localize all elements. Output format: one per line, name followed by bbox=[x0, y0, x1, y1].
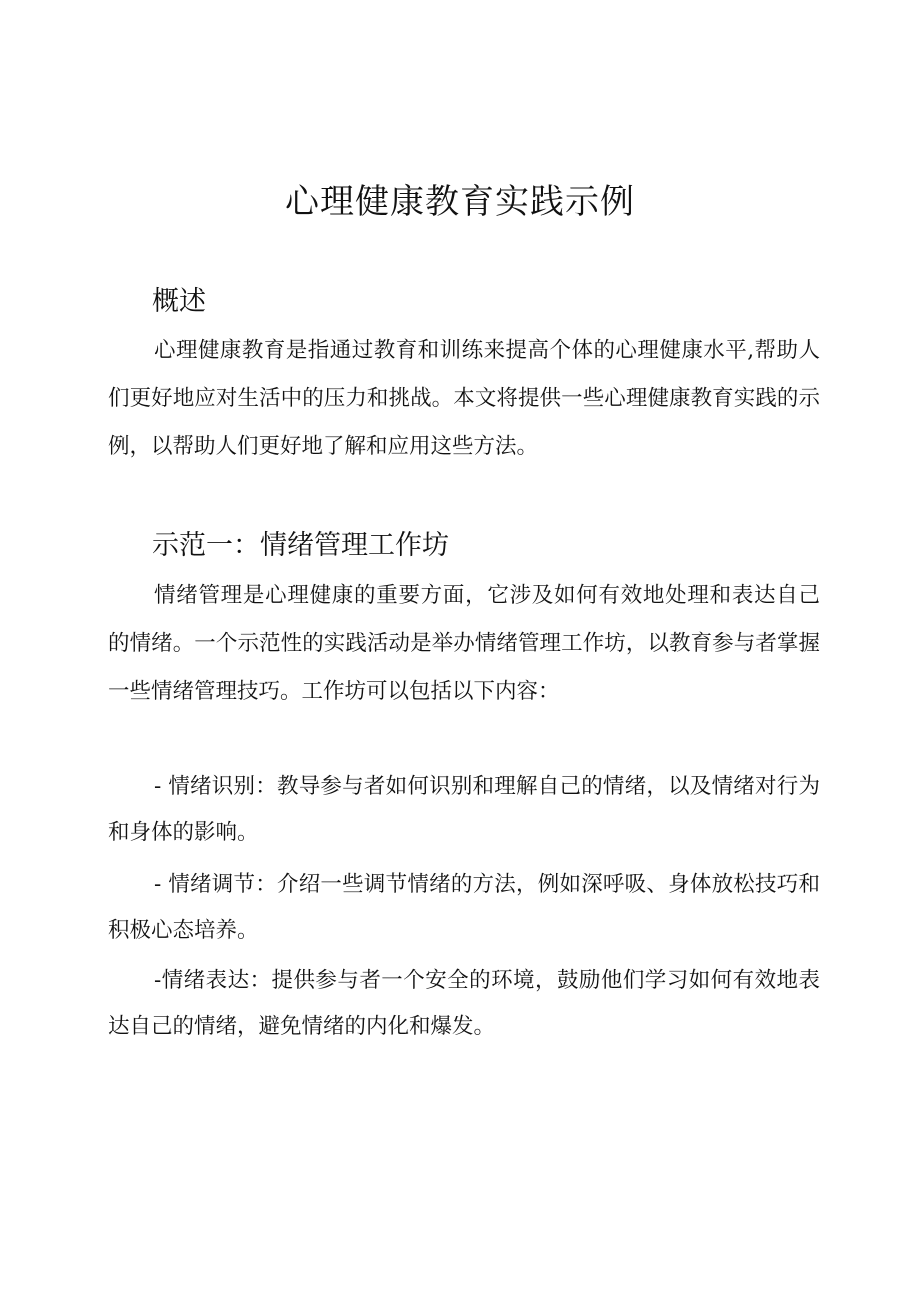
example1-heading: 示范一：情绪管理工作坊 bbox=[152, 530, 449, 561]
document-title: 心理健康教育实践示例 bbox=[285, 182, 635, 222]
overview-paragraph: 心理健康教育是指通过教育和训练来提高个体的心理健康水平,帮助人们更好地应对生活中的压力和挑战。本文将提供一些心理健康教育实践的示例，以帮助人们更好地了解和应用这些方法。 bbox=[108, 338, 820, 459]
list-item-emotion-expression: -情绪表达：提供参与者一个安全的环境，鼓励他们学习如何有效地表达自己的情绪，避免情绪的内化和爆发。 bbox=[108, 968, 820, 1039]
list-item-emotion-regulation: - 情绪调节：介绍一些调节情绪的方法，例如深呼吸、身体放松技巧和积极心态培养。 bbox=[108, 872, 820, 943]
list-item-emotion-recognition: - 情绪识别：教导参与者如何识别和理解自己的情绪，以及情绪对行为和身体的影响。 bbox=[108, 774, 820, 845]
example1-paragraph: 情绪管理是心理健康的重要方面，它涉及如何有效地处理和表达自己的情绪。一个示范性的实践活动是举办情绪管理工作坊，以教育参与者掌握一些情绪管理技巧。工作坊可以包括以下内容： bbox=[108, 583, 820, 704]
overview-heading: 概述 bbox=[152, 286, 206, 317]
